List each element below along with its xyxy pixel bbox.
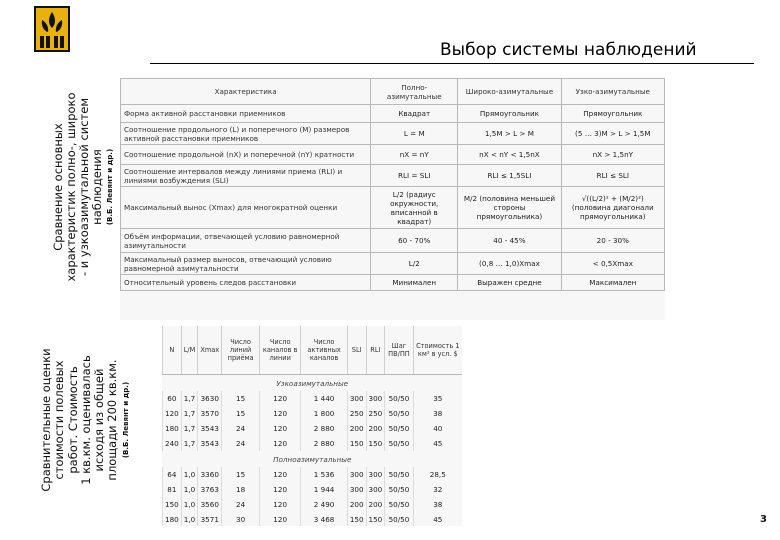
value-cell: 120: [259, 421, 300, 436]
table-row: [163, 482, 463, 497]
value-cell: 50/50: [385, 512, 413, 526]
value-cell: 60 - 70%: [371, 229, 458, 253]
value-cell: 50/50: [385, 467, 413, 482]
table-row: [163, 421, 463, 436]
value-cell: 50/50: [385, 482, 413, 497]
value-cell: 2 880: [301, 436, 347, 451]
group-label: Полноазимутальные: [273, 454, 352, 464]
value-cell: 240: [163, 436, 182, 451]
table-row: [121, 105, 665, 123]
value-cell: 120: [259, 436, 300, 451]
value-cell: 300: [366, 391, 385, 406]
side-label-line: наблюдения: [90, 149, 104, 225]
value-cell: 30: [222, 512, 260, 526]
value-cell: 2 880: [301, 421, 347, 436]
value-cell: Максимален: [561, 275, 664, 291]
value-cell: (0,8 … 1,0)Xmax: [458, 253, 561, 275]
cost-table-panel: [162, 326, 462, 526]
table-row: [121, 229, 665, 253]
value-cell: Прямоугольник: [561, 105, 664, 123]
company-logo: [34, 6, 70, 52]
group-row: [163, 451, 463, 467]
column-header: Полно-азимутальные: [371, 79, 458, 105]
slide-title: Выбор системы наблюдений: [440, 40, 697, 60]
value-cell: 1,7: [181, 391, 198, 406]
value-cell: 28,5: [413, 467, 462, 482]
value-cell: 1,5M > L > M: [458, 123, 561, 145]
value-cell: 3570: [198, 406, 222, 421]
characteristic-cell: Соотношение продольной (nX) и поперечной (nY) кратности: [121, 145, 371, 165]
value-cell: 50/50: [385, 391, 413, 406]
value-cell: 180: [163, 512, 182, 526]
value-cell: 1 536: [301, 467, 347, 482]
column-header: N: [163, 326, 182, 375]
value-cell: 250: [366, 406, 385, 421]
side-label-line: площади 200 кв.км.: [105, 359, 120, 481]
value-cell: Минимален: [371, 275, 458, 291]
value-cell: 3360: [198, 467, 222, 482]
value-cell: 15: [222, 391, 260, 406]
value-cell: 180: [163, 421, 182, 436]
value-cell: 15: [222, 406, 260, 421]
side-label-line: Сравнительные оценки: [39, 348, 53, 492]
value-cell: 3630: [198, 391, 222, 406]
value-cell: 45: [413, 436, 462, 451]
table-row: [121, 275, 665, 291]
value-cell: L/2 (радиус окружности, вписанной в квадрат): [371, 187, 458, 229]
side-label-line: характеристик полно-, широко: [64, 92, 78, 282]
value-cell: 300: [347, 482, 366, 497]
side-label-line: работ. Стоимость: [65, 366, 80, 474]
table-row: [121, 165, 665, 187]
characteristic-cell: Максимальный вынос (Xmax) для многократной оценки: [121, 187, 371, 229]
side-label-source: (В.Б. Левянт и др.): [106, 148, 114, 226]
value-cell: 20 - 30%: [561, 229, 664, 253]
value-cell: 3543: [198, 436, 222, 451]
value-cell: 1,7: [181, 436, 198, 451]
value-cell: 300: [366, 467, 385, 482]
comparison-table: [120, 78, 665, 291]
value-cell: L/2: [371, 253, 458, 275]
value-cell: 300: [347, 467, 366, 482]
characteristic-cell: Объём информации, отвечающей условию равномерной азимутальности: [121, 229, 371, 253]
table-row: [163, 497, 463, 512]
value-cell: 32: [413, 482, 462, 497]
value-cell: 1,0: [181, 467, 198, 482]
value-cell: 3543: [198, 421, 222, 436]
page-number: 3: [760, 514, 767, 525]
characteristic-cell: Форма активной расстановки приемников: [121, 105, 371, 123]
value-cell: 150: [347, 512, 366, 526]
value-cell: 150: [366, 436, 385, 451]
side-label-cost: [40, 320, 133, 520]
column-header: L/M: [181, 326, 198, 375]
table-row: [163, 512, 463, 526]
column-header: Стоимость 1 км² в усл. $: [413, 326, 462, 375]
value-cell: 3 468: [301, 512, 347, 526]
value-cell: 3560: [198, 497, 222, 512]
side-label-line: стоимости полевых: [52, 360, 67, 480]
table-row: [163, 406, 463, 421]
value-cell: Квадрат: [371, 105, 458, 123]
value-cell: 24: [222, 436, 260, 451]
value-cell: 60: [163, 391, 182, 406]
side-label-comparison: [52, 62, 117, 312]
characteristic-cell: Относительный уровень следов расстановки: [121, 275, 371, 291]
value-cell: 150: [347, 436, 366, 451]
characteristic-cell: Соотношение интервалов между линиями приема (RLI) и линиями возбуждения (SLI): [121, 165, 371, 187]
value-cell: 40 - 45%: [458, 229, 561, 253]
value-cell: nX > 1,5nY: [561, 145, 664, 165]
value-cell: 50/50: [385, 436, 413, 451]
value-cell: 1,0: [181, 482, 198, 497]
value-cell: L = M: [371, 123, 458, 145]
value-cell: 18: [222, 482, 260, 497]
table-row: [121, 253, 665, 275]
value-cell: 1 944: [301, 482, 347, 497]
column-header: Шаг ПВ/ПП: [385, 326, 413, 375]
value-cell: 150: [163, 497, 182, 512]
side-label-line: исходя из общей: [92, 368, 107, 472]
value-cell: 1 440: [301, 391, 347, 406]
cost-table: [162, 326, 462, 526]
column-header: Широко-азимутальные: [458, 79, 561, 105]
column-header: RLI: [366, 326, 385, 375]
value-cell: 24: [222, 421, 260, 436]
column-header: Число активных каналов: [301, 326, 347, 375]
value-cell: 38: [413, 406, 462, 421]
table-row: [121, 145, 665, 165]
value-cell: Прямоугольник: [458, 105, 561, 123]
value-cell: nX < nY < 1,5nX: [458, 145, 561, 165]
title-underline: [150, 63, 754, 64]
value-cell: M/2 (половина меньшей стороны прямоугольника): [458, 187, 561, 229]
side-label-line: Сравнение основных: [51, 123, 65, 251]
group-row: [163, 375, 463, 392]
value-cell: 200: [366, 497, 385, 512]
value-cell: 200: [366, 421, 385, 436]
value-cell: < 0,5Xmax: [561, 253, 664, 275]
value-cell: 120: [259, 512, 300, 526]
value-cell: (5 … 3)M > L > 1,5M: [561, 123, 664, 145]
column-header: Число каналов в линии: [259, 326, 300, 375]
value-cell: RLI ≤ 1,5SLI: [458, 165, 561, 187]
column-header: Характеристика: [121, 79, 371, 105]
column-header: Xmax: [198, 326, 222, 375]
side-label-source: (В.Б. Левянт и др.): [121, 381, 130, 459]
value-cell: 15: [222, 467, 260, 482]
value-cell: Выражен средне: [458, 275, 561, 291]
table-row: [163, 391, 463, 406]
characteristic-cell: Соотношение продольного (L) и поперечного (M) размеров активной расстановки приемников: [121, 123, 371, 145]
value-cell: 50/50: [385, 497, 413, 512]
characteristic-cell: Максимальный размер выносов, отвечающий условию равномерной азимутальности: [121, 253, 371, 275]
value-cell: 200: [347, 497, 366, 512]
value-cell: 1 800: [301, 406, 347, 421]
column-header: SLI: [347, 326, 366, 375]
value-cell: 300: [347, 391, 366, 406]
value-cell: 120: [163, 406, 182, 421]
table-row: [121, 187, 665, 229]
value-cell: 150: [366, 512, 385, 526]
value-cell: 2 490: [301, 497, 347, 512]
value-cell: 1,0: [181, 497, 198, 512]
column-header: Узко-азимутальные: [561, 79, 664, 105]
value-cell: 35: [413, 391, 462, 406]
value-cell: √((L/2)² + (M/2)²) (половина диагонали прямоугольника): [561, 187, 664, 229]
value-cell: 1,7: [181, 406, 198, 421]
value-cell: 120: [259, 467, 300, 482]
value-cell: nX = nY: [371, 145, 458, 165]
group-label: Узкоазимутальные: [276, 378, 349, 388]
value-cell: 120: [259, 391, 300, 406]
value-cell: 300: [366, 482, 385, 497]
value-cell: 81: [163, 482, 182, 497]
value-cell: 45: [413, 512, 462, 526]
value-cell: RLI ≤ SLI: [561, 165, 664, 187]
value-cell: 250: [347, 406, 366, 421]
side-label-line: 1 кв.км. оценивалась: [78, 355, 93, 485]
column-header: Число линий приёма: [222, 326, 260, 375]
table-row: [121, 123, 665, 145]
value-cell: 3571: [198, 512, 222, 526]
value-cell: 40: [413, 421, 462, 436]
table-row: [163, 467, 463, 482]
value-cell: 120: [259, 497, 300, 512]
value-cell: 38: [413, 497, 462, 512]
value-cell: 64: [163, 467, 182, 482]
value-cell: 50/50: [385, 421, 413, 436]
value-cell: 50/50: [385, 406, 413, 421]
value-cell: 200: [347, 421, 366, 436]
table-row: [163, 436, 463, 451]
value-cell: 1,0: [181, 512, 198, 526]
value-cell: 120: [259, 482, 300, 497]
value-cell: RLI = SLI: [371, 165, 458, 187]
value-cell: 1,7: [181, 421, 198, 436]
side-label-line: - и узкоазимутальной систем: [77, 97, 91, 277]
comparison-table-panel: [120, 78, 665, 320]
value-cell: 120: [259, 406, 300, 421]
value-cell: 24: [222, 497, 260, 512]
value-cell: 3763: [198, 482, 222, 497]
